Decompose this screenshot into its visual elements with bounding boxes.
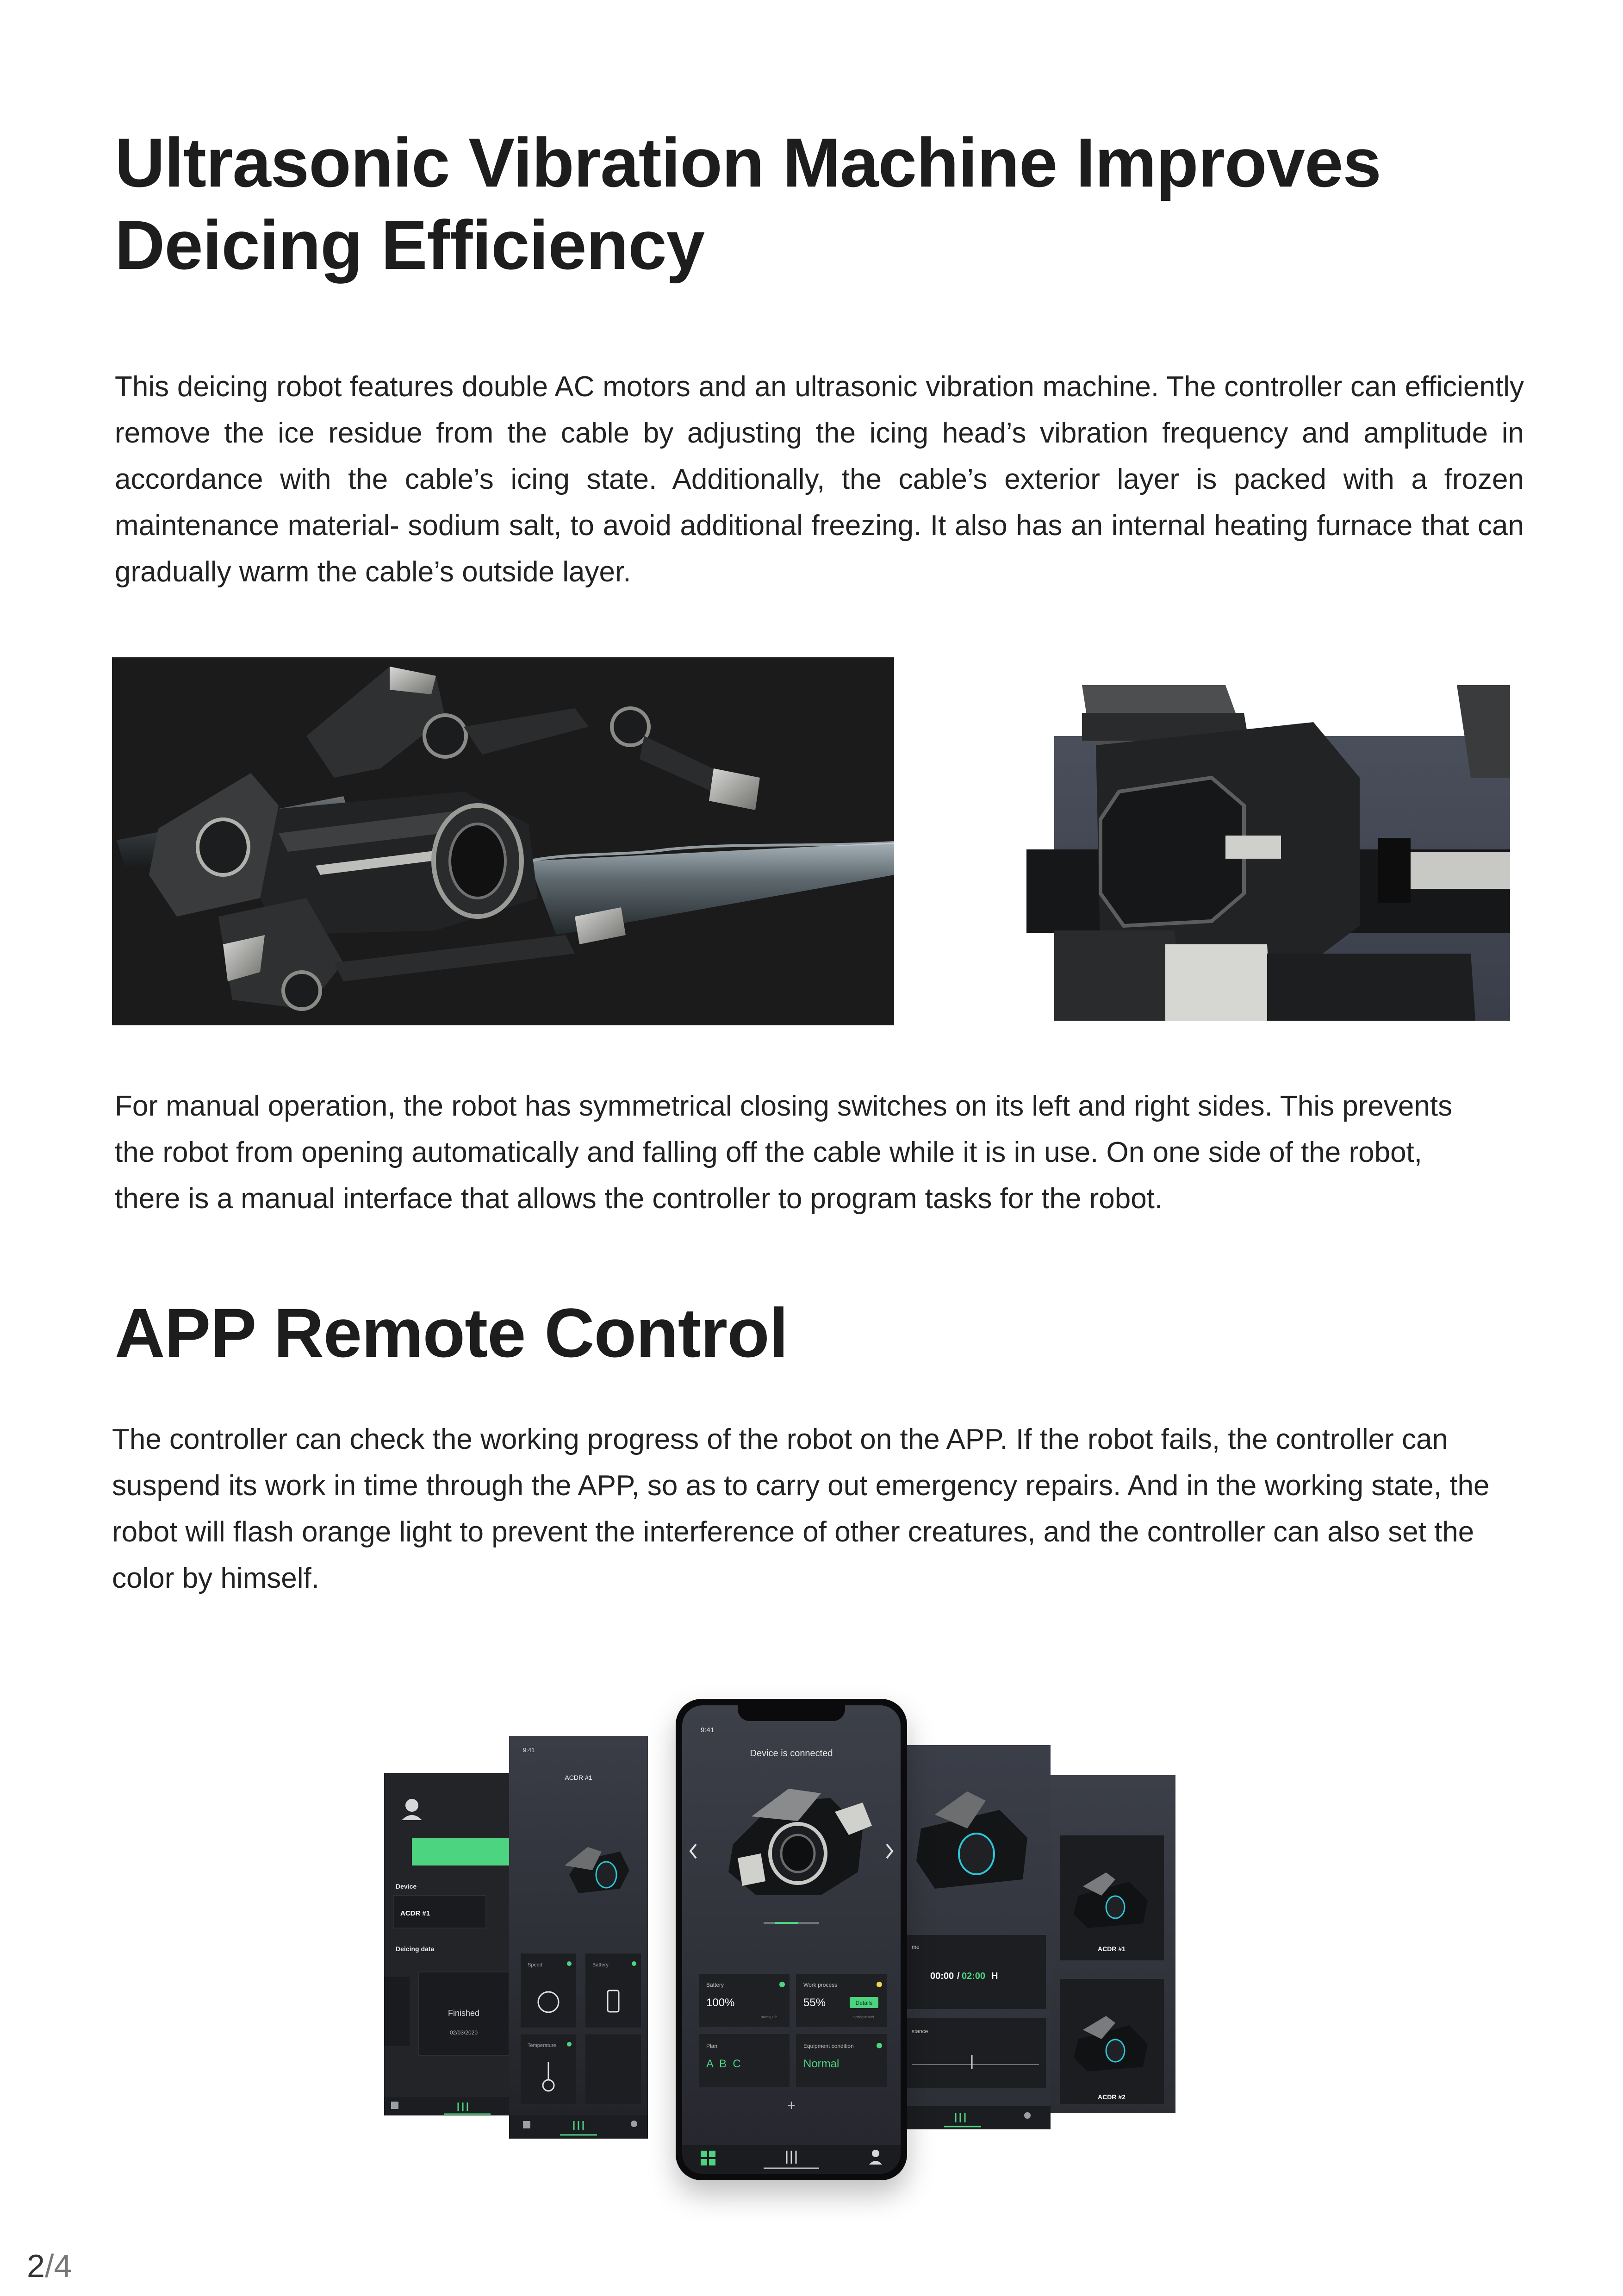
profile-icon [872, 2150, 879, 2157]
chevron-right-icon [887, 1844, 892, 1858]
page-title [115, 121, 1526, 286]
chevron-left-icon [690, 1844, 696, 1858]
speed-label: Speed [528, 1962, 542, 1968]
page-total: 4 [54, 2248, 72, 2284]
connection-status: Device is connected [750, 1748, 833, 1759]
timer-elapsed: 00:00 [930, 1971, 954, 1981]
robot-thumbnail [916, 1791, 1027, 1889]
text-line: color by himself. [112, 1562, 319, 1594]
device-2-name: ACDR #2 [1098, 2093, 1126, 2101]
status-finished: Finished [448, 2009, 480, 2018]
grid-icon [701, 2151, 707, 2157]
device-section-label: Device [396, 1883, 417, 1890]
app-screen-device-list [384, 1773, 523, 2115]
text-line: suspend its work in time through the APP, so as to carry out emergency repairs. And in the working state, the [112, 1470, 1490, 1502]
distance-label: stance [912, 2028, 928, 2034]
temperature-label: Temperature [528, 2043, 556, 2048]
status-date: 02/03/2020 [449, 2029, 478, 2036]
device-title: ACDR #1 [565, 1774, 592, 1781]
svg-text:/: / [957, 1971, 960, 1981]
work-process-sub: Setting wizard [853, 2016, 874, 2019]
page-title-line-2: Deicing Efficiency [115, 206, 705, 284]
plan-value: A B C [706, 2058, 741, 2070]
timer-label: me [912, 1944, 920, 1950]
status-time: 9:41 [523, 1747, 535, 1753]
status-time: 9:41 [701, 1726, 715, 1734]
battery-label: Battery [592, 1962, 609, 1968]
user-avatar-icon [405, 1799, 418, 1812]
app-paragraph [112, 1416, 1528, 1602]
page-title-line-1: Ultrasonic Vibration Machine Improves [115, 124, 1381, 201]
app-screen-devices [1051, 1775, 1175, 2113]
text-line: there is a manual interface that allows the controller to program tasks for the robot. [115, 1183, 1163, 1215]
section-heading: APP Remote Control [115, 1294, 788, 1372]
app-screen-timer [907, 1745, 1051, 2129]
battery-label: Battery [706, 1982, 724, 1988]
app-screen-main [682, 1705, 901, 2174]
work-process-label: Work process [803, 1982, 838, 1988]
robot-hero-image [728, 1789, 872, 1895]
app-screen-device-detail [509, 1736, 648, 2139]
phone-notch [738, 1705, 845, 1721]
page-separator: / [44, 2248, 54, 2284]
green-banner [412, 1838, 523, 1866]
robot-closeup-image [1026, 685, 1510, 1021]
robot-render-image [112, 657, 894, 1025]
text-line: The controller can check the working progress of the robot on the APP. If the robot fails, the controller can [112, 1423, 1448, 1455]
timer-total: 02:00 [962, 1971, 986, 1981]
equipment-condition-label: Equipment condition [803, 2043, 854, 2049]
device-1-name: ACDR #1 [1098, 1945, 1126, 1953]
plan-label: Plan [706, 2043, 718, 2049]
device-name: ACDR #1 [400, 1909, 430, 1917]
details-button-label: Details [855, 2000, 873, 2006]
add-plan-button[interactable]: + [787, 2097, 796, 2114]
text-line: robot will flash orange light to prevent the interference of other creatures, and the controller can also set the [112, 1516, 1474, 1548]
timer-unit: H [991, 1971, 998, 1981]
robot-thumbnail [565, 1847, 629, 1893]
work-process-value: 55% [803, 1997, 826, 2009]
page-current: 2 [27, 2248, 45, 2284]
battery-value: 100% [706, 1997, 735, 2009]
manual-operation-paragraph [115, 1083, 1526, 1222]
phone-mockup [676, 1699, 907, 2180]
app-mockups [384, 1685, 1208, 2213]
battery-sub: Battery Life [761, 2016, 777, 2019]
text-line: For manual operation, the robot has symmetrical closing switches on its left and right sides. This prevents [115, 1090, 1453, 1122]
equipment-condition-value: Normal [803, 2058, 839, 2070]
intro-paragraph: This deicing robot features double AC motors and an ultrasonic vibration machine. The controller can efficiently remove the ice residue from the cable by adjusting the icing head’s vibration frequency and amplitude in accordance with the cable’s icing state. Additionally, the cable’s exterior layer is packed with a frozen maintenance material- sodium salt, to avoid additional freezing. It also has an internal heating furnace that can gradually warm the cable’s outside layer. [115, 371, 1524, 588]
text-line: the robot from opening automatically and falling off the cable while it is in use. On one side of the robot, [115, 1136, 1422, 1168]
page-number [27, 2247, 72, 2284]
deicing-data-label: Deicing data [396, 1945, 435, 1953]
